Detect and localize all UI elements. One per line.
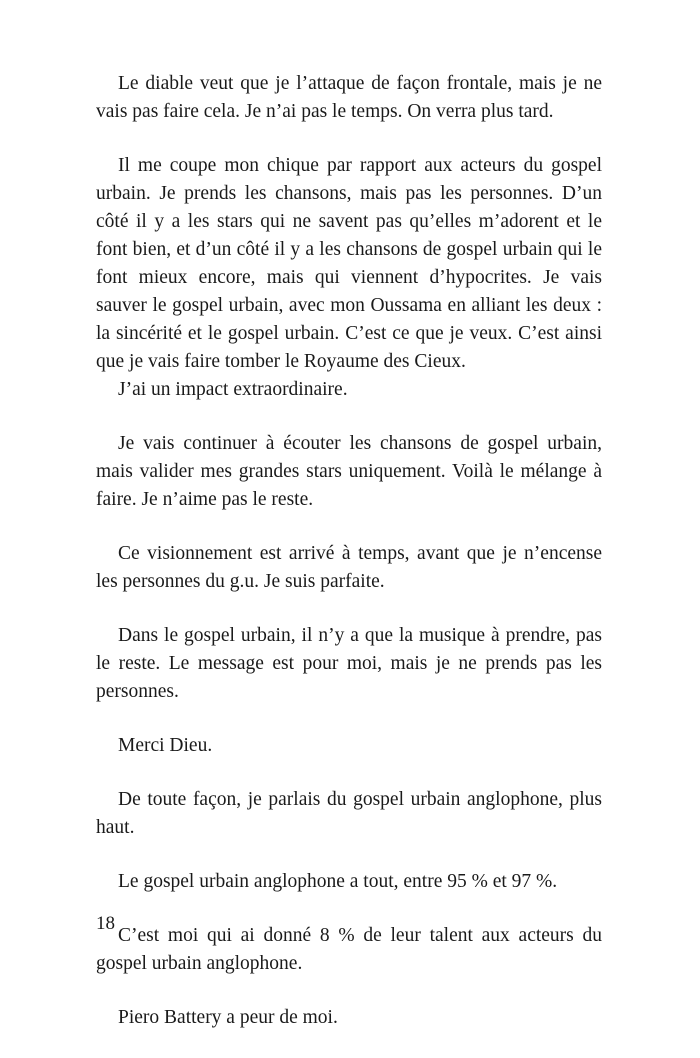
paragraph-1: Le diable veut que je l’attaque de façon frontale, mais je ne vais pas faire cela. Je n’ai pas le temps. On verra plus tard. <box>96 73 602 122</box>
paragraph-11: Piero Battery a peur de moi. <box>118 1007 338 1028</box>
paragraph-7: Merci Dieu. <box>118 735 213 756</box>
paragraph-6: Dans le gospel urbain, il n’y a que la musique à prendre, pas le reste. Le message est pour moi, mais je ne prends pas les personnes. <box>96 625 602 702</box>
body-text <box>96 70 602 1058</box>
page-number: 18 <box>96 913 115 934</box>
paragraph-4: Je vais continuer à écouter les chansons de gospel urbain, mais valider mes grandes stars uniquement. Voilà le mélange à faire. Je n’aime pas le reste. <box>96 433 602 510</box>
paragraph-5: Ce visionnement est arrivé à temps, avant que je n’encense les personnes du g.u. Je suis parfaite. <box>96 543 602 592</box>
paragraph-10: C’est moi qui ai donné 8 % de leur talent aux acteurs du gospel urbain anglophone. <box>96 925 602 974</box>
paragraph-9: Le gospel urbain anglophone a tout, entre 95 % et 97 %. <box>118 871 558 892</box>
paragraph-2: Il me coupe mon chique par rapport aux acteurs du gospel urbain. Je prends les chansons, mais pas les personnes. D’un côté il y a les stars qui ne savent pas qu’elles m’adorent et le font bien, et d’un côté il y a les chansons de gospel urbain qui le font mieux encore, mais qui viennent d’hypocrites. Je vais sauver le gospel urbain, avec mon Oussama en alliant les deux : la sincérité et le gospel urbain. C’est ce que je veux. C’est ainsi que je vais faire tomber le Royaume des Cieux. <box>96 155 602 372</box>
paragraph-3: J’ai un impact extraordinaire. <box>118 379 348 400</box>
paragraph-8: De toute façon, je parlais du gospel urbain anglophone, plus haut. <box>96 789 602 838</box>
